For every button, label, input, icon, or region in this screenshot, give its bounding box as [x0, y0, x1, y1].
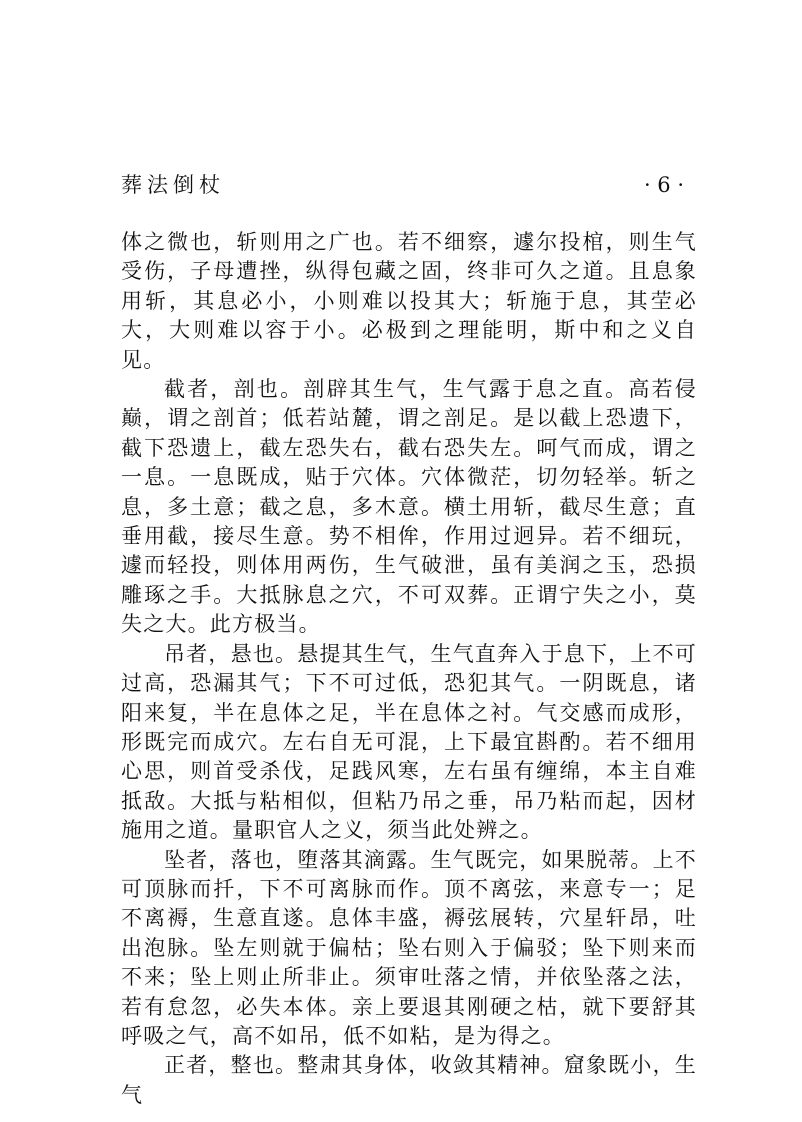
paragraph-zhui: 坠者，落也，堕落其滴露。生气既完，如果脱蒂。上不可顶脉而扦，下不可离脉而作。顶不离弦，来意专一；足不离褥，生意直遂。息体丰盛，褥弦展转，穴星轩昂，吐出泡脉。坠左则就于偏枯；坠右则入于偏驳；坠下则来而不来；坠上则止所非止。须审吐落之情，并依坠落之法，若有怠忽，必失本体。亲上要退其刚硬之枯，就下要舒其呼吸之气，高不如吊，低不如粘，是为得之。 [121, 847, 697, 1048]
running-header-title: 葬法倒杖 [121, 173, 225, 197]
paragraph-continuation: 体之微也，斩则用之广也。若不细察，遽尔投棺，则生气受伤，子母遭挫，纵得包藏之固，终非可久之道。且息象用斩，其息必小，小则难以投其大；斩施于息，其茔必大，大则难以容于小。必极到之理能明，斯中和之义自见。 [121, 230, 697, 372]
body-text [121, 228, 697, 1110]
page-number: · 6 · [643, 173, 684, 197]
paragraph-jie: 截者，剖也。剖辟其生气，生气露于息之直。高若侵巅，谓之剖首；低若站麓，谓之剖足。是以截上恐遗下，截下恐遗上，截左恐失右，截右恐失左。呵气而成，谓之一息。一息既成，贴于穴体。穴体微茫，切勿轻举。斩之息，多土意；截之息，多木意。横土用斩，截尽生意；直垂用截，接尽生意。势不相侔，作用过迥异。若不细玩，遽而轻投，则体用两伤，生气破泄，虽有美润之玉，恐损雕琢之手。大抵脉息之穴，不可双葬。正谓宁失之小，莫失之大。此方极当。 [121, 377, 697, 637]
paragraph-diao: 吊者，悬也。悬提其生气，生气直奔入于息下，上不可过高，恐漏其气；下不可过低，恐犯其气。一阴既息，诸阳来复，半在息体之足，半在息体之衬。气交感而成形，形既完而成穴。左右自无可混，上下最宜斟酌。若不细用心思，则首受杀伐，足践风寒，左右虽有缠绵，本主自难抵敌。大抵与粘相似，但粘乃吊之垂，吊乃粘而起，因材施用之道。量职官人之义，须当此处辨之。 [121, 641, 697, 843]
paragraph-zheng: 正者，整也。整肃其身体，收敛其精神。窟象既小，生气 [121, 1053, 697, 1107]
